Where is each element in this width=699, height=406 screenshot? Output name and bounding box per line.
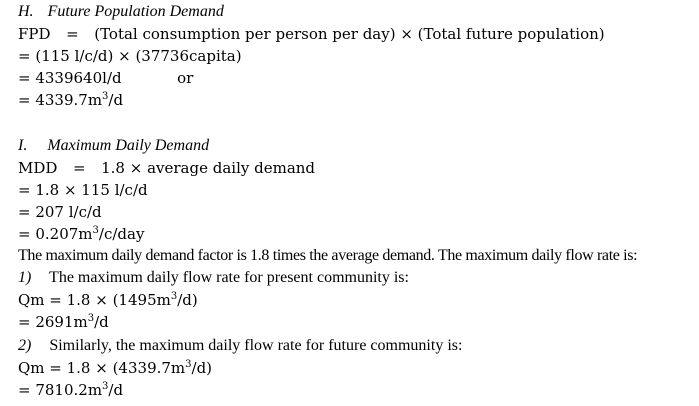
section-h-heading <box>18 1 224 23</box>
fpd-step-2-or: or <box>177 69 194 87</box>
mdd-lhs: MDD <box>18 159 58 177</box>
fpd-equals: = <box>66 25 79 43</box>
fpd-step-3-prefix: = 4339.7m <box>18 91 103 109</box>
section-i-heading <box>18 135 209 157</box>
item-2-equation-suffix: /d) <box>191 359 213 377</box>
mdd-step-3 <box>18 223 144 245</box>
max-daily-paragraph-text: The maximum daily demand factor is 1.8 times the average demand. The maximum daily flow rate is: <box>18 247 638 264</box>
mdd-step-2 <box>18 201 102 223</box>
list-item-2-text: Similarly, the maximum daily flow rate for future community is: <box>49 337 463 354</box>
item-2-result-sup: 3 <box>102 381 109 392</box>
mdd-step-3-suffix: /c/day <box>98 225 145 243</box>
list-item-1-text: The maximum daily flow rate for present community is: <box>49 269 409 286</box>
fpd-step-3-suffix: /d <box>108 91 124 109</box>
mdd-equation <box>18 157 315 179</box>
mdd-step-3-sup: 3 <box>92 225 99 236</box>
mdd-rhs: 1.8 × average daily demand <box>101 159 316 177</box>
item-1-result-suffix: /d <box>94 313 109 331</box>
item-1-equation-suffix: /d) <box>177 291 198 309</box>
mdd-step-1-text: = 1.8 × 115 l/c/d <box>18 181 148 199</box>
list-item-2 <box>18 335 462 357</box>
fpd-step-3 <box>18 89 123 111</box>
item-2-equation-sup: 3 <box>185 359 192 370</box>
fpd-rhs: (Total consumption per person per day) × (Total future population) <box>94 25 605 43</box>
max-daily-paragraph <box>18 245 637 267</box>
fpd-lhs: FPD <box>18 25 51 43</box>
item-1-equation <box>18 289 198 311</box>
item-1-result-sup: 3 <box>87 313 95 324</box>
item-1-result <box>18 311 109 333</box>
section-i-label: I. <box>18 137 28 154</box>
item-2-result-suffix: /d <box>108 381 124 399</box>
mdd-step-2-text: = 207 l/c/d <box>18 203 102 221</box>
section-h-title: Future Population Demand <box>47 3 224 20</box>
item-2-equation-prefix: Qm = 1.8 × (4339.7m <box>18 359 186 377</box>
item-2-result-prefix: = 7810.2m <box>18 381 103 399</box>
mdd-equals: = <box>72 159 86 177</box>
fpd-equation <box>18 23 605 45</box>
item-2-equation <box>18 357 212 379</box>
item-2-result <box>18 379 123 401</box>
section-h-label: H. <box>18 3 34 20</box>
list-item-2-number: 2) <box>18 337 32 354</box>
section-i-title: Maximum Daily Demand <box>47 137 210 154</box>
list-item-1-number: 1) <box>18 269 32 286</box>
item-1-result-prefix: = 2691m <box>18 313 88 331</box>
mdd-step-3-prefix: = 0.207m <box>18 225 93 243</box>
fpd-step-1 <box>18 45 242 67</box>
fpd-step-2-value: = 4339640l/d <box>18 69 122 87</box>
fpd-step-1-text: = (115 l/c/d) × (37736capita) <box>18 47 242 65</box>
list-item-1 <box>18 267 409 289</box>
mdd-step-1 <box>18 179 148 201</box>
item-1-equation-prefix: Qm = 1.8 × (1495m <box>18 291 171 309</box>
fpd-step-3-sup: 3 <box>102 91 109 102</box>
item-1-equation-sup: 3 <box>170 291 178 302</box>
fpd-step-2 <box>18 67 193 89</box>
